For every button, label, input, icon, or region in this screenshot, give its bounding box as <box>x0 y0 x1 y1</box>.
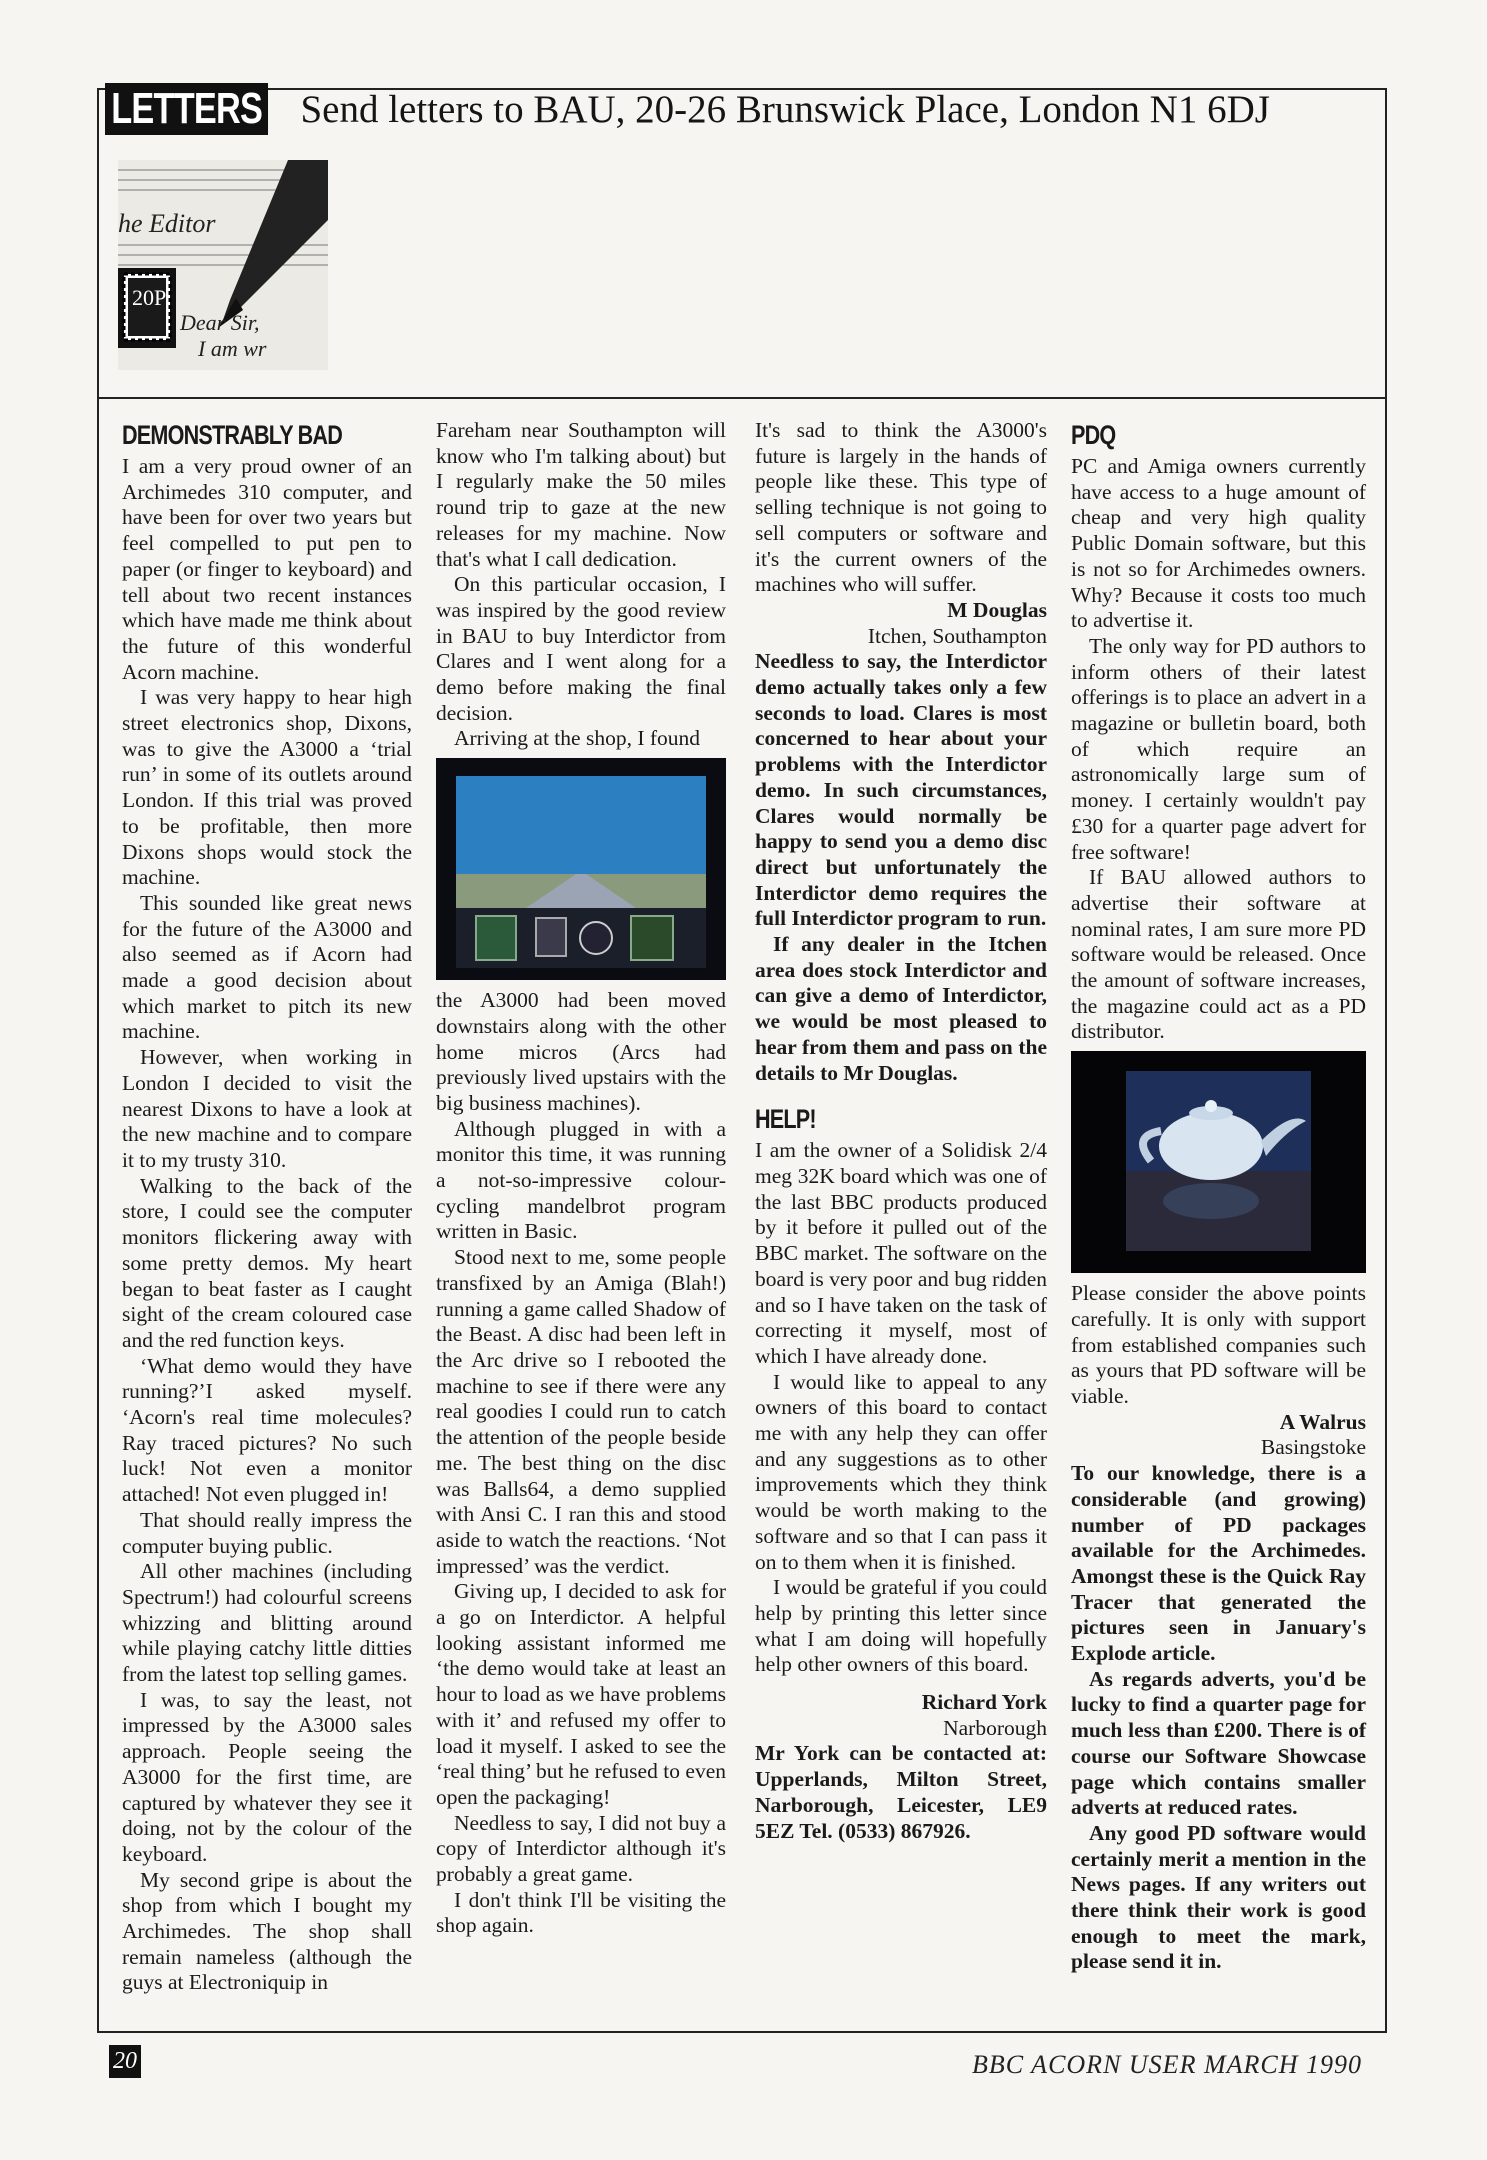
header-divider <box>97 397 1387 399</box>
c2-paragraph: Arriving at the shop, I found <box>454 726 701 751</box>
header-address: Send letters to BAU, 20-26 Brunswick Place, London N1 6DJ <box>300 87 1270 131</box>
column-2 <box>436 418 726 1939</box>
stamp-salutation: Dear Sir, <box>180 310 260 335</box>
signature-place: Narborough <box>943 1715 1047 1740</box>
signature-place: Itchen, Southampton <box>867 623 1047 648</box>
stamp-editor-text: he Editor <box>118 209 216 238</box>
pen-nib-icon <box>118 160 328 370</box>
interdictor-screenshot <box>436 758 726 980</box>
signature-name: A Walrus <box>1279 1409 1366 1434</box>
c2-paragraph: Needless to say, I did not buy a copy of Interdictor although it's probably a great game. <box>436 1810 726 1887</box>
c3-paragraph: I would be grateful if you could help by printing this letter since what I am doing will hopefully help other owners of this board. <box>755 1575 1047 1677</box>
heading-demonstrably-bad: DEMONSTRABLY BAD <box>122 420 343 450</box>
signature-name: Richard York <box>921 1690 1047 1715</box>
c1-paragraph: My second gripe is about the shop from which I bought my Archimedes. The shop shall remain nameless (although the guys at Electroniquip in <box>122 1867 412 1995</box>
c4-paragraph: The only way for PD authors to inform others of their latest offerings is to place an advert in a magazine or bulletin board, both of which require an astronomically large sum of money. I certainly wouldn't pay £30 for a quarter page advert for free software! <box>1071 633 1366 864</box>
column-4 <box>1071 418 1366 1975</box>
stamp-line2: I am wr <box>198 336 267 361</box>
c2-paragraph: Giving up, I decided to ask for a go on Interdictor. A helpful looking assistant informed me ‘the demo would take at least an hour to load as we have problems with it’ and refused my offer to load it myself. I asked to see the ‘real thing’ but he refused to even open the packaging! <box>436 1579 726 1809</box>
c4-paragraph: Please consider the above points carefully. It is only with support from established companies such as yours that PD software will be viable. <box>1071 1281 1366 1408</box>
heading-pdq: PDQ <box>1071 420 1116 450</box>
c3-paragraph: It's sad to think the A3000's future is largely in the hands of people like these. This type of selling technique is not going to sell computers or software and it's the current owners of the machines who will suffer. <box>755 418 1047 597</box>
reply-paragraph: Needless to say, the Interdictor demo actually takes only a few seconds to load. Clares is most concerned to hear about your problems with the Interdictor demo. In such circumstances, Clares would normally be happy to send you a demo disc direct but unfortunately the Interdictor demo requires the full Interdictor program to run. <box>755 649 1047 931</box>
c1-paragraph: This sounded like great news for the future of the A3000 and also seemed as if Acorn had made a good decision about which market to pitch its new machine. <box>122 890 412 1044</box>
column-1 <box>122 418 412 1996</box>
magazine-footer: BBC ACORN USER MARCH 1990 <box>972 2050 1362 2079</box>
flight-sim-image-icon <box>436 758 726 980</box>
c1-paragraph: That should really impress the computer buying public. <box>122 1507 412 1558</box>
c2-paragraph: Although plugged in with a monitor this time, it was running a not-so-impressive colour-cycling mandelbrot program written in Basic. <box>436 1116 726 1244</box>
c1-paragraph: I am a very proud owner of an Archimedes 310 computer, and have been for over two years but feel compelled to put pen to paper (or finger to keyboard) and tell about two recent instances which have made me think about the future of this wonderful Acorn machine. <box>122 454 412 684</box>
c1-paragraph: I was, to say the least, not impressed by the A3000 sales approach. People seeing the A3000 for the first time, are captured by whatever they see it doing, not by the colour of the keyboard. <box>122 1687 412 1866</box>
c2-paragraph: Stood next to me, some people transfixed by an Amiga (Blah!) running a game called Shadow of the Beast. A disc had been left in the Arc drive so I rebooted the machine to see if there were any real goodies I could run to catch the attention of the people beside me. The best thing on the disc was Balls64, a demo supplied with Ansi C. I ran this and stood aside to watch the reactions. ‘Not impressed’ was the verdict. <box>436 1245 726 1578</box>
c1-paragraph: ‘What demo would they have running?’I asked myself. ‘Acorn's real time molecules? Ray traced pictures? No such luck! Not even a monitor attached! Not even plugged in! <box>122 1353 412 1507</box>
editor-reply <box>1071 1461 1366 1975</box>
c2-paragraph: the A3000 had been moved downstairs along with the other home micros (Arcs had previously lived upstairs with the big business machines). <box>436 988 726 1115</box>
c1-paragraph: All other machines (including Spectrum!) had colourful screens whizzing and blitting around while playing catchy little ditties from the latest top selling games. <box>122 1559 412 1687</box>
reply-paragraph: To our knowledge, there is a considerable (and growing) number of PD packages available for the Archimedes. Amongst these is the Quick Ray Tracer that generated the pictures seen in January's Explode article. <box>1071 1461 1366 1666</box>
editor-reply <box>755 649 1047 1086</box>
reply-paragraph: As regards adverts, you'd be lucky to find a quarter page for much less than £200. There is of course our Software Showcase page which contains smaller adverts at reduced rates. <box>1071 1666 1366 1820</box>
signature-name: M Douglas <box>947 597 1047 622</box>
c4-paragraph: PC and Amiga owners currently have access to a huge amount of cheap and very high quality Public Domain software, but this is not so for Archimedes owners. Why? Because it costs too much to advertise it. <box>1071 454 1366 633</box>
c4-paragraph: If BAU allowed authors to advertise their software at nominal rates, I am sure more PD software would be released. Once the amount of software increases, the magazine could act as a PD distributor. <box>1071 865 1366 1044</box>
signature-place: Basingstoke <box>1260 1435 1366 1460</box>
letters-badge: LETTERS <box>105 83 268 135</box>
c3-paragraph: I would like to appeal to any owners of this board to contact me with any help they can offer and any suggestions as to other improvements which they think would be worth making to the software and so that I can pass it on to them when it is finished. <box>755 1369 1047 1574</box>
editor-reply <box>755 1741 1047 1844</box>
c1-paragraph: I was very happy to hear high street electronics shop, Dixons, was to give the A3000 a ‘trial run’ in some of its outlets around London. If this trial was proved to be profitable, then more Dixons shops would stock the machine. <box>122 685 412 890</box>
column-3 <box>755 418 1047 1844</box>
teapot-raytrace-image <box>1071 1051 1366 1273</box>
page-number: 20 <box>109 2045 141 2078</box>
letters-header <box>105 82 1270 136</box>
reply-paragraph: If any dealer in the Itchen area does stock Interdictor and can give a demo of Interdictor, we would be most pleased to hear from them and pass on the details to Mr Douglas. <box>755 932 1047 1085</box>
reply-paragraph: Any good PD software would certainly merit a mention in the News pages. If any writers out there think their work is good enough to meet the mark, please send it in. <box>1071 1820 1366 1974</box>
c2-paragraph: On this particular occasion, I was inspired by the good review in BAU to buy Interdictor from Clares and I went along for a demo before making the final decision. <box>436 572 726 725</box>
c1-paragraph: Walking to the back of the store, I could see the computer monitors flickering away with some pretty demos. My heart began to beat faster as I caught sight of the cream coloured case and the red function keys. <box>122 1173 412 1352</box>
teapot-image-icon <box>1071 1051 1366 1273</box>
c1-paragraph: However, when working in London I decided to visit the nearest Dixons to have a look at the new machine and to compare it to my trusty 310. <box>122 1045 412 1172</box>
c3-paragraph: I am the owner of a Solidisk 2/4 meg 32K board which was one of the last BBC products produced by it before it pulled out of the BBC market. The software on the board is very poor and bug ridden and so I have taken on the task of correcting it myself, most of which I have already done. <box>755 1138 1047 1368</box>
stamp-value: 20P <box>132 285 167 310</box>
heading-help: HELP! <box>755 1104 816 1135</box>
c2-paragraph: Fareham near Southampton will know who I'm talking about) but I regularly make the 50 miles round trip to gaze at the new releases for my machine. Now that's what I call dedication. <box>436 418 726 571</box>
stamp-pen-illustration <box>118 160 328 370</box>
c2-paragraph: I don't think I'll be visiting the shop again. <box>436 1887 726 1938</box>
reply-paragraph: Mr York can be contacted at: Upperlands, Milton Street, Narborough, Leicester, LE9 5EZ Tel. (0533) 867926. <box>755 1741 1047 1843</box>
